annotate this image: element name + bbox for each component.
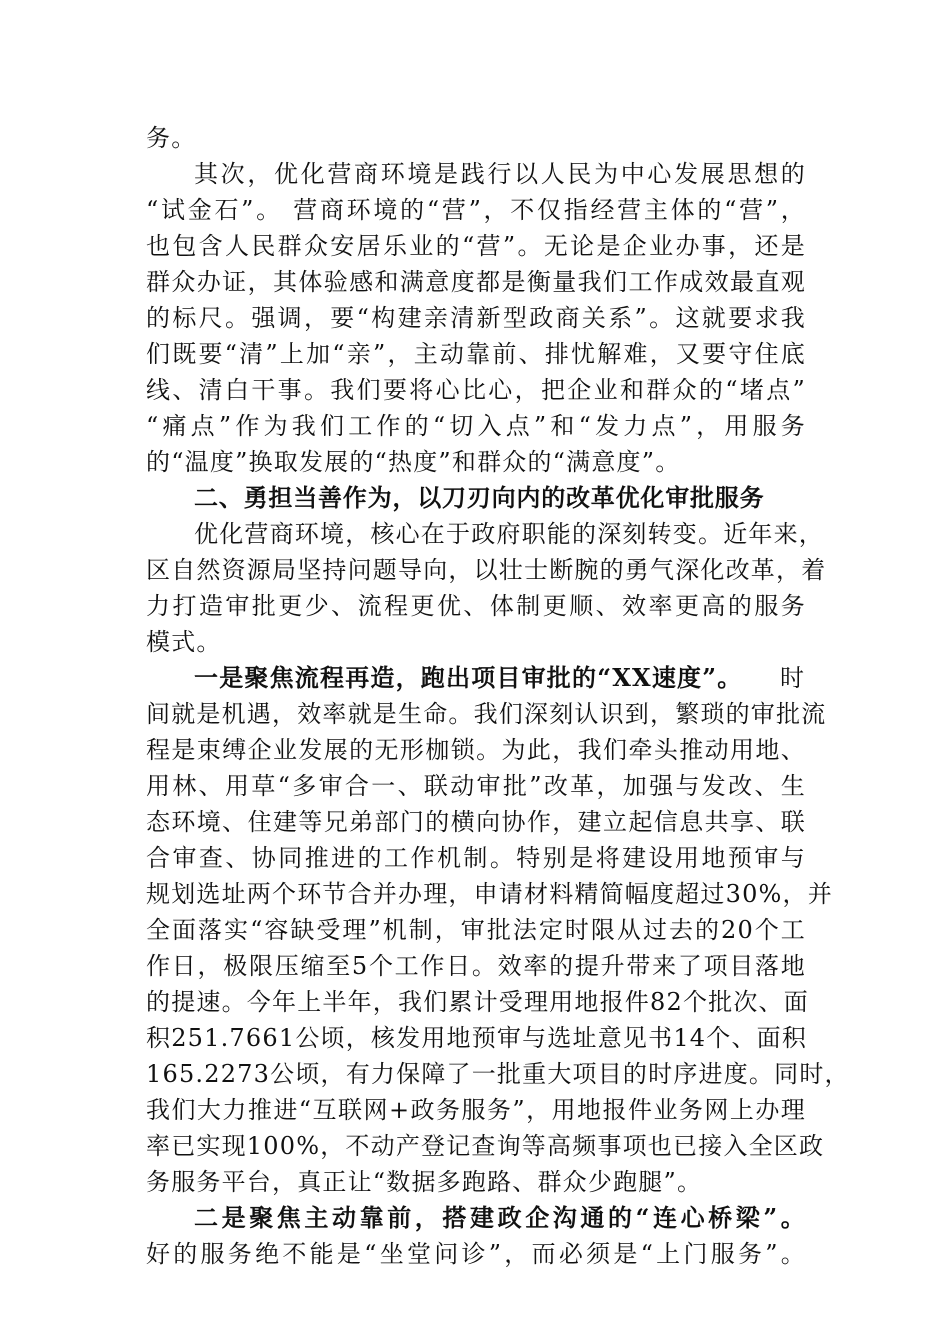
paragraph-line: 作日，极限压缩至5个工作日。效率的提升带来了项目落地 [146, 952, 806, 980]
paragraph-line: 率已实现100%，不动产登记查询等高频事项也已接入全区政 [146, 1132, 825, 1160]
paragraph-line: 务。 [146, 124, 197, 152]
paragraph-line: 规划选址两个环节合并办理，申请材料精简幅度超过30%，并 [146, 880, 833, 908]
paragraph-line: 力打造审批更少、流程更优、体制更顺、效率更高的服务 [146, 592, 806, 620]
paragraph-line: 165.2273公顷，有力保障了一批重大项目的时序进度。同时， [146, 1060, 850, 1088]
paragraph-line: “痛点”作为我们工作的“切入点”和“发力点”，用服务 [146, 412, 806, 440]
paragraph-line: 间就是机遇，效率就是生命。我们深刻认识到，繁琐的审批流 [146, 700, 827, 728]
paragraph-line: 模式。 [146, 628, 222, 656]
paragraph-line: 时 [780, 664, 806, 692]
paragraph-line: 的“温度”换取发展的“热度”和群众的“满意度”。 [146, 448, 681, 476]
paragraph-line: 线、清白干事。我们要将心比心，把企业和群众的“堵点” [146, 376, 806, 404]
paragraph-line: 其次，优化营商环境是践行以人民为中心发展思想的 [194, 160, 806, 188]
subsection-heading: 二是聚焦主动靠前，搭建政企沟通的“连心桥梁”。 [194, 1203, 806, 1232]
paragraph-line: 合审查、协同推进的工作机制。特别是将建设用地预审与 [146, 844, 806, 872]
paragraph-line: 积251.7661公顷，核发用地预审与选址意见书14个、面积 [146, 1024, 808, 1052]
paragraph-line: 态环境、住建等兄弟部门的横向协作，建立起信息共享、联 [146, 808, 806, 836]
subsection-heading: 一是聚焦流程再造，跑出项目审批的“XX速度”。 [194, 663, 743, 692]
paragraph-line: 的提速。今年上半年，我们累计受理用地报件82个批次、面 [146, 988, 809, 1016]
paragraph-line: 全面落实“容缺受理”机制，审批法定时限从过去的20个工 [146, 916, 806, 944]
paragraph-line: 务服务平台，真正让“数据多跑路、群众少跑腿”。 [146, 1168, 703, 1196]
paragraph-line: 我们大力推进“互联网+政务服务”，用地报件业务网上办理 [146, 1096, 806, 1124]
paragraph-line: “试金石”。 营商环境的“营”，不仅指经营主体的“营”， [146, 196, 806, 224]
section-heading: 二、勇担当善作为，以刀刃向内的改革优化审批服务 [194, 484, 765, 512]
paragraph-line: 区自然资源局坚持问题导向，以壮士断腕的勇气深化改革，着 [146, 556, 827, 584]
paragraph-line: 程是束缚企业发展的无形枷锁。为此，我们牵头推动用地、 [146, 736, 806, 764]
paragraph-line: 好的服务绝不能是“坐堂问诊”，而必须是“上门服务”。 [146, 1240, 806, 1268]
paragraph-line: 也包含人民群众安居乐业的“营”。无论是企业办事，还是 [146, 232, 806, 260]
paragraph-line: 用林、用草“多审合一、联动审批”改革，加强与发改、生 [146, 772, 806, 800]
paragraph-line: 们既要“清”上加“亲”，主动靠前、排忧解难，又要守住底 [146, 340, 806, 368]
paragraph-line: 群众办证，其体验感和满意度都是衡量我们工作成效最直观 [146, 268, 806, 296]
paragraph-line: 优化营商环境，核心在于政府职能的深刻转变。近年来， [194, 520, 824, 548]
paragraph-line: 的标尺。强调，要“构建亲清新型政商关系”。这就要求我 [146, 304, 806, 332]
